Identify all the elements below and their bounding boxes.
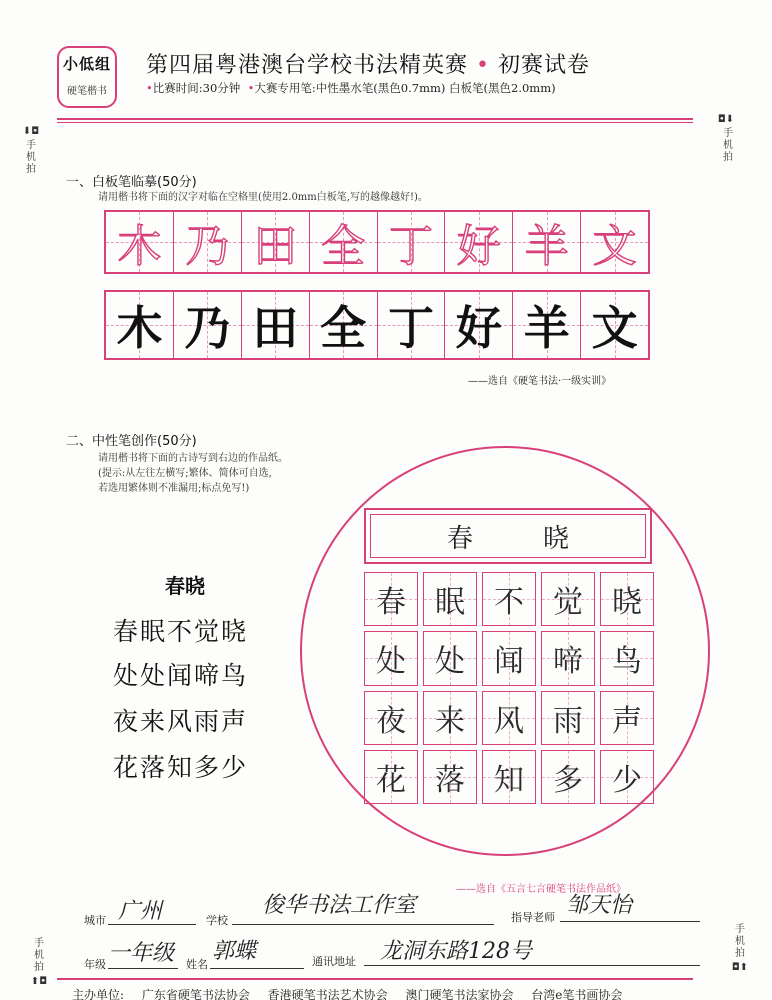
- practice-cell[interactable]: [445, 292, 513, 358]
- practice-cell[interactable]: [106, 292, 174, 358]
- title-dot: •: [476, 53, 490, 78]
- work-title-inner: [370, 514, 646, 558]
- work-cell[interactable]: [482, 631, 536, 685]
- address-field[interactable]: 龙洞东路128号: [380, 939, 532, 964]
- school-underline: [232, 924, 494, 925]
- work-title-char: 晓: [543, 523, 570, 554]
- written-char: 文: [591, 301, 638, 355]
- phone-marker-bottom-left: [28, 938, 50, 988]
- model-char: 乃: [185, 221, 230, 272]
- phone-label: 手机拍: [735, 924, 745, 959]
- phone-marker-bottom-right: [722, 924, 758, 974]
- organizers: 主办单位: 广东省硬笔书法协会 香港硬笔书法艺术协会 澳门硬笔书法家协会 台湾e笔书画协会: [72, 988, 623, 1000]
- work-cell[interactable]: [482, 572, 536, 626]
- phone-marker-top-right: [708, 114, 744, 164]
- page-title-suffix: 初赛试卷: [498, 53, 591, 78]
- work-title-box[interactable]: [364, 508, 652, 564]
- work-char: 声: [612, 703, 642, 739]
- page-title-main: 第四届粤港澳台学校书法精英赛: [146, 53, 469, 78]
- teacher-label: 指导老师: [511, 911, 555, 924]
- header-rule-thin: [57, 122, 693, 123]
- group-badge: [57, 46, 117, 108]
- phone-label: 手机拍: [723, 128, 733, 163]
- model-cell: [106, 212, 174, 272]
- work-char: 落: [435, 762, 465, 798]
- model-char: 木: [117, 221, 162, 272]
- work-cell[interactable]: [600, 750, 654, 804]
- address-underline: [364, 965, 700, 966]
- work-char: 来: [435, 703, 465, 739]
- written-char: 田: [252, 301, 299, 355]
- poem-line: 春眠不觉晓: [113, 617, 249, 646]
- school-field[interactable]: 俊华书法工作室: [262, 893, 417, 918]
- group-badge-title: 小低组: [62, 55, 111, 73]
- work-cell[interactable]: [541, 750, 595, 804]
- work-cell[interactable]: [364, 631, 418, 685]
- written-char: 木: [116, 301, 163, 355]
- exam-pen: 大赛专用笔:中性墨水笔(黑色0.7mm) 白板笔(黑色2.0mm): [254, 81, 556, 95]
- work-cell[interactable]: [364, 691, 418, 745]
- bullet-2: •: [247, 81, 255, 95]
- work-cell[interactable]: [364, 572, 418, 626]
- grade-label: 年级: [84, 958, 106, 971]
- model-cell: [174, 212, 242, 272]
- phone-marker-top-left: [20, 126, 42, 176]
- city-label: 城市: [84, 914, 106, 927]
- teacher-field[interactable]: 邹天怡: [566, 893, 633, 918]
- work-char: 处: [435, 644, 465, 680]
- work-char: 鸟: [612, 644, 642, 680]
- camera-icon: ◘⬇: [717, 114, 735, 125]
- section1-source: ——选自《硬笔书法·一级实训》: [468, 376, 612, 387]
- bullet-1: •: [146, 81, 153, 95]
- work-cell[interactable]: [600, 631, 654, 685]
- section2-source: ——选自《五言七言硬笔书法作品纸》: [456, 884, 626, 895]
- section2-note-1: 请用楷书将下面的古诗写到右边的作品纸。: [98, 453, 288, 464]
- work-grid[interactable]: [364, 572, 654, 804]
- section2-note-3: 若选用繁体则不准漏用;标点免写!): [98, 483, 250, 494]
- work-char: 雨: [553, 703, 583, 739]
- section1-note: 请用楷书将下面的汉字对临在空格里(使用2.0mm白板笔,写的越像越好!)。: [98, 192, 428, 203]
- model-char: 好: [456, 221, 501, 272]
- work-cell[interactable]: [423, 691, 477, 745]
- model-char: 丁: [388, 221, 433, 272]
- work-cell[interactable]: [423, 631, 477, 685]
- exam-info: [146, 80, 556, 96]
- practice-cell[interactable]: [174, 292, 242, 358]
- work-char: 花: [376, 762, 406, 798]
- work-cell[interactable]: [423, 572, 477, 626]
- model-char: 田: [253, 221, 298, 272]
- name-field[interactable]: 郭蝶: [212, 939, 257, 964]
- work-cell[interactable]: [541, 572, 595, 626]
- poem-line: 夜来风雨声: [113, 707, 249, 736]
- model-cell: [581, 212, 648, 272]
- work-char: 晓: [612, 585, 642, 621]
- practice-cell[interactable]: [513, 292, 581, 358]
- page-title: [146, 48, 590, 79]
- grade-underline: [108, 968, 178, 969]
- work-char: 知: [494, 762, 524, 798]
- school-label: 学校: [206, 914, 228, 927]
- work-char: 不: [494, 585, 524, 621]
- poem-line: 花落知多少: [113, 753, 249, 782]
- group-badge-subtitle: 硬笔楷书: [67, 86, 107, 97]
- work-char: 春: [376, 585, 406, 621]
- camera-icon: ⬇◘: [22, 126, 40, 137]
- section1-title: 一、白板笔临摹(50分): [66, 175, 197, 190]
- practice-cell[interactable]: [378, 292, 446, 358]
- section2-note-2: (提示:从左往左横写;繁体、简体可自选,: [98, 468, 272, 479]
- work-char: 风: [494, 703, 524, 739]
- model-cell: [445, 212, 513, 272]
- section2-title: 二、中性笔创作(50分): [66, 434, 197, 449]
- grade-field[interactable]: 一年级: [108, 941, 175, 966]
- name-label: 姓名: [186, 958, 208, 971]
- work-cell[interactable]: [482, 691, 536, 745]
- address-label: 通讯地址: [312, 955, 356, 968]
- written-char: 全: [320, 301, 367, 355]
- work-char: 闻: [494, 644, 524, 680]
- poem-line: 处处闻啼鸟: [113, 661, 249, 690]
- header-rule: [57, 118, 693, 120]
- footer-rule: [57, 978, 693, 980]
- written-char: 羊: [523, 301, 570, 355]
- work-char: 夜: [376, 703, 406, 739]
- work-cell[interactable]: [541, 631, 595, 685]
- work-char: 处: [376, 644, 406, 680]
- written-char: 乃: [184, 301, 231, 355]
- model-char: 文: [592, 221, 637, 272]
- city-field[interactable]: 广州: [118, 899, 163, 924]
- work-cell[interactable]: [600, 572, 654, 626]
- work-char: 眠: [435, 585, 465, 621]
- phone-label: 手机拍: [34, 938, 44, 973]
- written-char: 丁: [387, 301, 434, 355]
- model-cell: [242, 212, 310, 272]
- camera-icon: ◘⬆: [731, 962, 749, 973]
- exam-time: 比赛时间:30分钟: [152, 81, 241, 95]
- work-cell[interactable]: [600, 691, 654, 745]
- teacher-underline: [560, 921, 700, 922]
- work-char: 啼: [553, 644, 583, 680]
- model-char-row: [104, 210, 650, 274]
- practice-cell[interactable]: [242, 292, 310, 358]
- written-char: 好: [455, 301, 502, 355]
- camera-icon: ⬆◘: [30, 976, 48, 987]
- work-char: 觉: [553, 585, 583, 621]
- practice-char-row[interactable]: [104, 290, 650, 360]
- practice-cell[interactable]: [581, 292, 648, 358]
- phone-label: 手机拍: [26, 140, 36, 175]
- work-cell[interactable]: [423, 750, 477, 804]
- practice-cell[interactable]: [310, 292, 378, 358]
- work-char: 少: [612, 762, 642, 798]
- name-underline: [210, 968, 304, 969]
- work-cell[interactable]: [541, 691, 595, 745]
- model-cell: [513, 212, 581, 272]
- model-char: 羊: [524, 221, 569, 272]
- work-cell[interactable]: [364, 750, 418, 804]
- work-cell[interactable]: [482, 750, 536, 804]
- work-title-char: 春: [446, 523, 473, 554]
- model-char: 全: [321, 221, 366, 272]
- work-char: 多: [553, 762, 583, 798]
- poem-title: 春晓: [165, 574, 205, 598]
- model-cell: [310, 212, 378, 272]
- model-cell: [378, 212, 446, 272]
